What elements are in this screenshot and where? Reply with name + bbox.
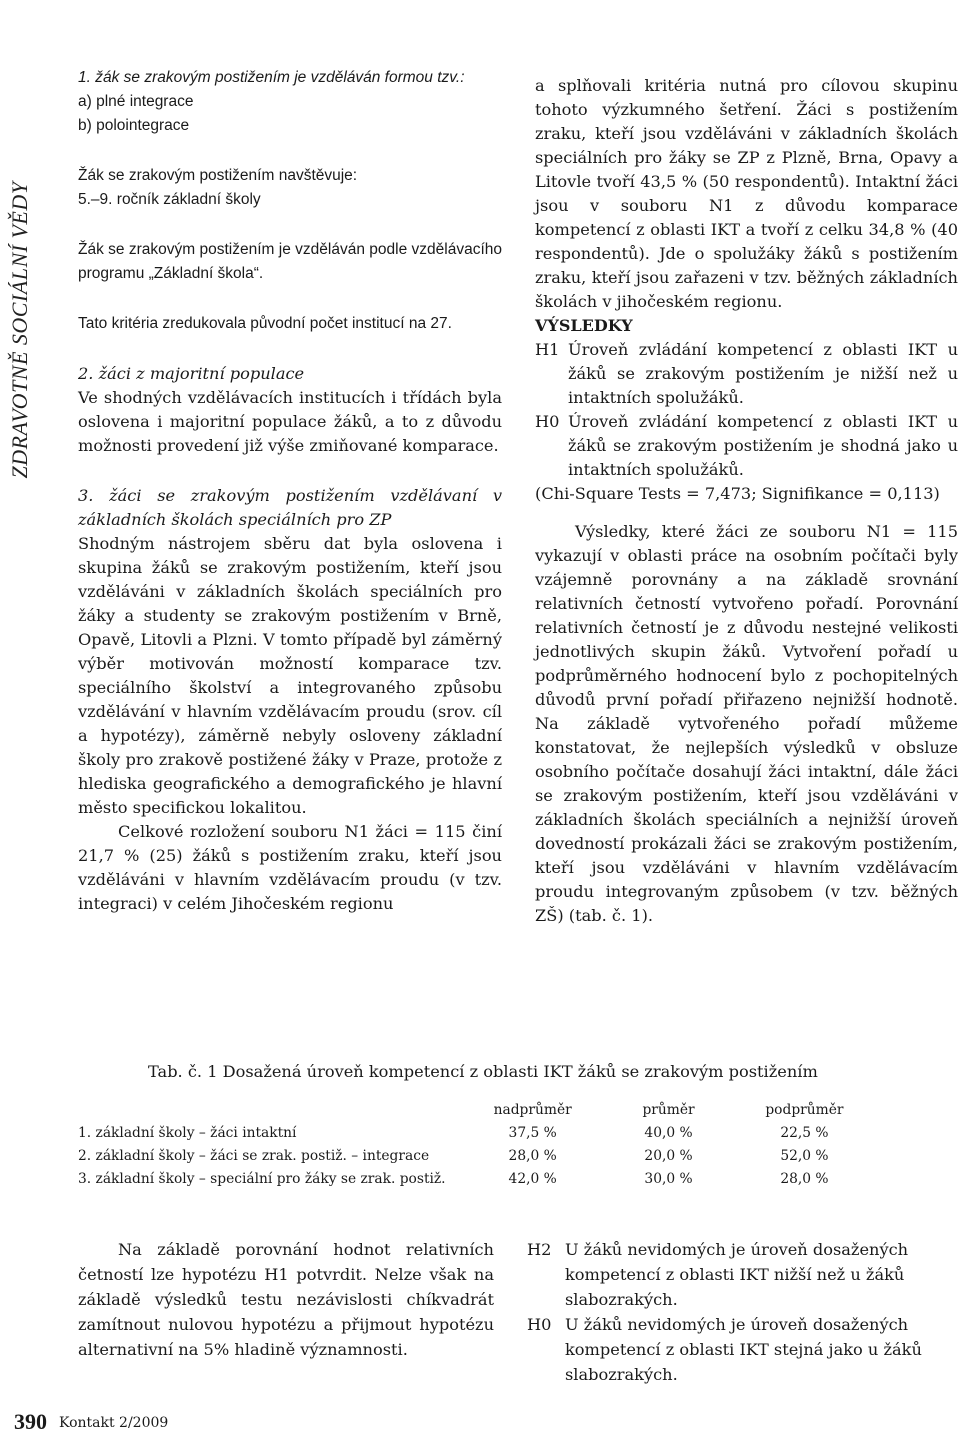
table-cell: 28,0 % xyxy=(780,1170,829,1187)
hypothesis-h1-label: H1 xyxy=(535,340,560,359)
table-cell: 3. základní školy – speciální pro žáky se zrak. postiž. xyxy=(78,1170,446,1187)
group-2-text: Ve shodných vzdělávacích institucích i třídách byla oslovena i majoritní populace žáků, a to z důvodu možnosti provedení již výše zmiňované komparace. xyxy=(78,388,502,455)
running-header-vertical: ZDRAVOTNĚ SOCIÁLNÍ VĚDY xyxy=(7,181,32,479)
page-number: 390 xyxy=(14,1409,47,1434)
criteria-reduction: Tato kritéria zredukovala původní počet institucí na 27. xyxy=(78,315,452,332)
hypothesis-h0-text: Úroveň zvládání kompetencí z oblasti IKT u žáků se zrakovým postižením je shodná jako u intaktních spolužáků. xyxy=(568,412,958,479)
criterion-1-option-b: b) polointegrace xyxy=(78,117,190,134)
table-caption: Tab. č. 1 Dosažená úroveň kompetencí z oblasti IKT žáků se zrakovým postižením xyxy=(148,1062,818,1081)
sample-continuation-text: a splňovali kritéria nutná pro cílovou skupinu tohoto výzkumného šetření. Žáci s postižením zraku, kteří jsou vzděláváni v základních školách speciálních pro žáky se ZP z Plzně, Brna, Opavy a Litovle tvoří 43,5 % (50 respondentů). Intaktní žáci jsou v souboru N1 z důvodu komparace kompetencí z oblasti IKT a tvoří z celku 34,8 % (40 respondentů). Jde o spolužáky žáků s postižením zraku, kteří jsou zařazeni v tzv. běžných základních školách v jihočeském regionu. xyxy=(535,76,958,311)
hypothesis-h0 xyxy=(535,410,958,482)
hypothesis-h2 xyxy=(527,1237,955,1312)
hypothesis-h0-second-label: H0 xyxy=(527,1315,552,1334)
results-heading: VÝSLEDKY xyxy=(535,316,633,335)
table-header-cell xyxy=(78,1098,469,1121)
page-footer xyxy=(14,1409,169,1434)
table-header-cell: nadprůměr xyxy=(493,1101,572,1118)
table-cell: 1. základní školy – žáci intaktní xyxy=(78,1124,297,1141)
left-column xyxy=(78,66,502,916)
chi-square-result: (Chi-Square Tests = 7,473; Signifikance = 0,113) xyxy=(535,484,940,503)
hypothesis-h1-text: Úroveň zvládání kompetencí z oblasti IKT u žáků se zrakovým postižením je nižší než u intaktních spolužáků. xyxy=(568,340,958,407)
sample-distribution-text: Celkové rozložení souboru N1 žáci = 115 činí 21,7 % (25) žáků s postižením zraku, kteří jsou vzděláváni v hlavním vzdělávacím proudu (v tzv. integraci) v celém Jihočeském regionu xyxy=(78,822,502,913)
hypothesis-h1 xyxy=(535,338,958,410)
group-2-title: 2. žáci z majoritní populace xyxy=(78,364,305,383)
hypothesis-h0-second xyxy=(527,1312,955,1387)
table-cell: 42,0 % xyxy=(508,1170,557,1187)
table-cell: 40,0 % xyxy=(644,1124,693,1141)
criterion-1-option-a: a) plné integrace xyxy=(78,93,194,110)
conclusion-text: Na základě porovnání hodnot relativních četností lze hypotézu H1 potvrdit. Nelze však na základě výsledků testu nezávislosti chíkvadrát zamítnout nulovou hypotézu a přijmout hypotézu alternativní na 5% hladině významnosti. xyxy=(78,1240,494,1359)
table-row xyxy=(78,1121,868,1144)
results-table xyxy=(78,1098,868,1190)
conclusion-block xyxy=(78,1237,494,1362)
journal-name: Kontakt 2/2009 xyxy=(59,1415,169,1431)
group-3-title: 3. žáci se zrakovým postižením vzdělávaní v základních školách speciálních pro ZP xyxy=(78,486,502,529)
table-cell: 20,0 % xyxy=(644,1147,693,1164)
results-text: Výsledky, které žáci ze souboru N1 = 115 vykazují v oblasti práce na osobním počítači byly vzájemně porovnány a na základě srovnání relativních četností vytvořeno pořadí. Porovnání relativních četností je z důvodu nestejné velikosti jednotlivých skupin žáků. Vytvoření pořadí u podprůměrného hodnocení bylo z pochopitelných důvodů první pořadí přiřazeno nejnižší hodnotě. Na základě vytvořeného pořadí můžeme konstatovat, že nejlepších výsledků v obsluze osobního počítače dosahují žáci intaktní, dále žáci se zrakovým postižením, kteří jsou vzděláváni v základních školách speciálních a nejnižší úroveň dovedností prokázali žáci se zrakovým postižením, kteří jsou vzděláváni v hlavním vzdělávacím proudu integrovaným způsobem (v tzv. běžných ZŠ) (tab. č. 1). xyxy=(535,522,958,925)
criterion-1-grade-label: Žák se zrakovým postižením navštěvuje: xyxy=(78,167,358,184)
table-cell: 37,5 % xyxy=(508,1124,557,1141)
table-header-cell: podprůměr xyxy=(765,1101,844,1118)
right-column xyxy=(535,74,958,928)
table-header-cell: průměr xyxy=(642,1101,695,1118)
table-cell: 22,5 % xyxy=(780,1124,829,1141)
hypotheses-block xyxy=(527,1237,955,1387)
table-row xyxy=(78,1144,868,1167)
hypothesis-h2-label: H2 xyxy=(527,1240,552,1259)
hypothesis-h0-label: H0 xyxy=(535,412,560,431)
group-3-text: Shodným nástrojem sběru dat byla oslovena i skupina žáků se zrakovým postižením, kteří jsou vzděláváni v základních školách speciálních pro žáky a studenty se zrakovým postižením v Brně, Opavě, Litovli a Plzni. V tomto případě byl záměrný výběr motivován možností komparace tzv. speciálního školství a integrovaného způsobu vzdělávání v hlavním vzdělávacím proudu (srov. cíl a hypotézy), záměrně nebyly osloveny základní školy pro zrakově postižené žáky v Praze, protože z hlediska geografického a demografického je hlavní město specifickou lokalitou. xyxy=(78,534,502,817)
table-cell: 28,0 % xyxy=(508,1147,557,1164)
table-cell: 30,0 % xyxy=(644,1170,693,1187)
table-cell: 52,0 % xyxy=(780,1147,829,1164)
hypothesis-h0-second-text: U žáků nevidomých je úroveň dosažených kompetencí z oblasti IKT stejná jako u žáků slabozrakých. xyxy=(565,1315,922,1384)
table-header-row xyxy=(78,1098,868,1121)
table-row xyxy=(78,1167,868,1190)
table-cell: 2. základní školy – žáci se zrak. postiž. – integrace xyxy=(78,1147,430,1164)
criterion-1-program: Žák se zrakovým postižením je vzděláván podle vzdělávacího programu „Základní škola“. xyxy=(78,241,502,282)
criterion-1-grade: 5.–9. ročník základní školy xyxy=(78,191,261,208)
criterion-1-title: 1. žák se zrakovým postižením je vzděláván formou tzv.: xyxy=(78,69,465,86)
hypothesis-h2-text: U žáků nevidomých je úroveň dosažených kompetencí z oblasti IKT nižší než u žáků slabozrakých. xyxy=(565,1240,909,1309)
